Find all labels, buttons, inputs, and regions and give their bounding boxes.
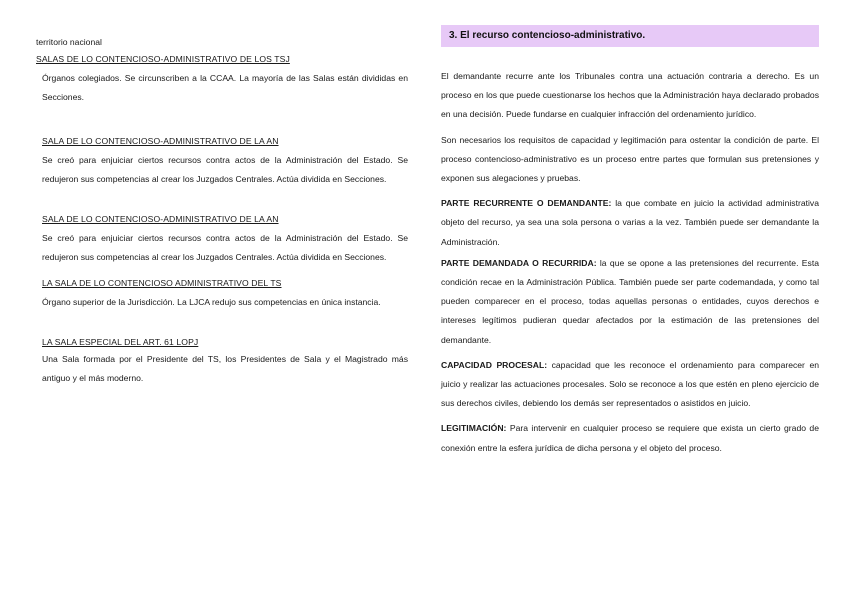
section-title: LA SALA ESPECIAL DEL ART. 61 LOPJ bbox=[42, 337, 199, 347]
paragraph-lead: LEGITIMACIÓN: bbox=[441, 423, 507, 434]
paragraph-text: la que se opone a las pretensiones del recurrente. Esta condición recae en la Administración Pública. También puede ser parte codemandada, y como tal pueden comparecer en el proceso, todas aquellas personas o entidades, cuyos derechos e intereses legítimos pudieran quedar afectados por la estimación de las pretensiones del demandante. bbox=[441, 257, 819, 345]
paragraph-text: capacidad que les reconoce el ordenamiento para comparecer en juicio y realizar las actuaciones procesales. Solo se reconoce a los que estén en pleno ejercicio de sus derechos civiles, debiendo los demás ser representados o asistidos en juicio. bbox=[441, 359, 820, 409]
paragraph-lead: PARTE RECURRENTE O DEMANDANTE: bbox=[441, 198, 612, 209]
paragraph bbox=[441, 356, 819, 414]
left-column bbox=[36, 36, 408, 388]
paragraph bbox=[441, 67, 819, 125]
paragraph bbox=[441, 131, 819, 189]
intro-text: territorio nacional bbox=[36, 37, 102, 47]
paragraph-text: Son necesarios los requisitos de capacidad y legitimación para ostentar la condición de parte. El proceso contencioso-administrativo es un proceso entre partes que formulan sus pretensiones y exponen sus alegaciones y pruebas. bbox=[441, 134, 819, 184]
paragraph-text: Para intervenir en cualquier proceso se requiere que exista un cierto grado de conexión entre la esfera jurídica de dicha persona y el objeto del proceso. bbox=[441, 423, 819, 453]
section-salas-tsj bbox=[36, 53, 408, 107]
paragraph-text: El demandante recurre ante los Tribunales contra una actuación contraria a derecho. Es un proceso en los que puede cuestionarse los hechos que la Administración haya declarado probados en una decisión. Puede fundarse en cualquier infracción del ordenamiento jurídico. bbox=[441, 71, 819, 120]
section-sala-an-2 bbox=[42, 213, 408, 267]
paragraph-lead: CAPACIDAD PROCESAL: bbox=[441, 359, 548, 370]
section-header: 3. El recurso contencioso-administrativo. bbox=[441, 25, 819, 47]
section-body: Órganos colegiados. Se circunscriben a la CCAA. La mayoría de las Salas están divididas en Secciones. bbox=[42, 73, 408, 102]
paragraph bbox=[441, 194, 819, 252]
paragraph-text: la que combate en juicio la actividad administrativa objeto del recurso, ya sea una sola persona o varias a la vez. También puede ser demandante la Administración. bbox=[441, 198, 819, 247]
section-title: SALA DE LO CONTENCIOSO-ADMINISTRATIVO DE LA AN bbox=[42, 136, 279, 146]
section-title: SALA DE LO CONTENCIOSO-ADMINISTRATIVO DE LA AN bbox=[42, 214, 279, 224]
section-body: Se creó para enjuiciar ciertos recursos contra actos de la Administración del Estado. Se redujeron sus competencias al crear los Juzgados Centrales. Actúa dividida en Secciones. bbox=[42, 155, 408, 184]
section-title: LA SALA DE LO CONTENCIOSO ADMINISTRATIVO DEL TS bbox=[42, 278, 282, 288]
section-body: Una Sala formada por el Presidente del TS, los Presidentes de Sala y el Magistrado más antiguo y el más moderno. bbox=[42, 354, 408, 383]
paragraph-lead: PARTE DEMANDADA O RECURRIDA: bbox=[441, 257, 597, 268]
section-sala-especial bbox=[42, 336, 408, 388]
paragraph bbox=[441, 254, 819, 350]
section-body: Órgano superior de la Jurisdicción. La LJCA redujo sus competencias en única instancia. bbox=[42, 297, 381, 307]
right-column bbox=[441, 25, 819, 458]
section-body: Se creó para enjuiciar ciertos recursos contra actos de la Administración del Estado. Se redujeron sus competencias al crear los Juzgados Centrales. Actúa dividida en Secciones. bbox=[42, 233, 408, 262]
section-title: SALAS DE LO CONTENCIOSO-ADMINISTRATIVO DE LOS TSJ bbox=[36, 54, 290, 64]
paragraph bbox=[441, 419, 819, 457]
section-sala-ts bbox=[42, 277, 408, 312]
section-sala-an-1 bbox=[42, 135, 408, 189]
